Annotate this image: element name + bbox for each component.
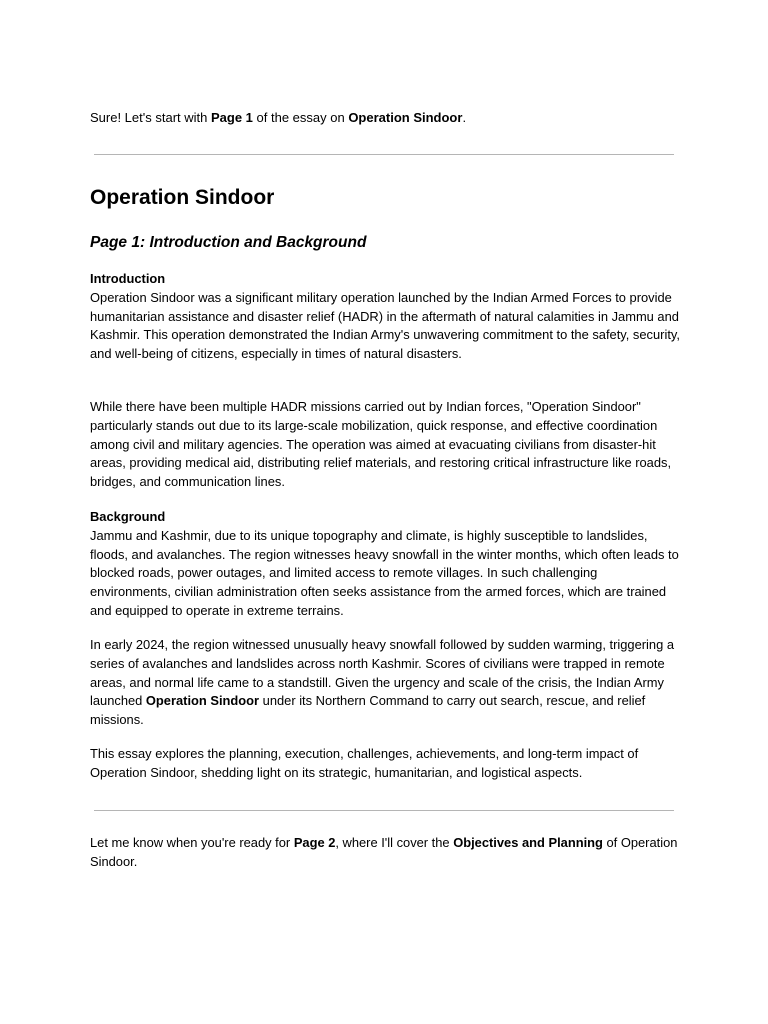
background-section — [90, 508, 680, 621]
closing-page-ref: Page 2 — [293, 835, 336, 850]
bottom-divider — [94, 810, 674, 811]
closing-prefix: Let me know when you're ready for — [90, 835, 294, 850]
early-2024-operation-name: Operation Sindoor — [145, 693, 260, 709]
early-2024-text-after: under its Northern Command to carry out search, rescue, and relief missions. — [90, 693, 646, 728]
top-divider — [94, 154, 674, 155]
closing-paragraph — [90, 834, 680, 872]
early-2024-section — [90, 636, 680, 730]
hadr-paragraph: While there have been multiple HADR missions carried out by Indian forces, "Operation Sindoor" particularly stands out due to its large-scale mobilization, quick response, and effective coordination among civil and military agencies. The operation was aimed at evacuating civilians from disaster-hit areas, providing medical aid, distributing relief materials, and restoring critical infrastructure like roads, bridges, and communication lines. — [90, 399, 672, 490]
intro-line — [90, 110, 466, 126]
intro-suffix: . — [462, 110, 467, 125]
intro-topic: Operation Sindoor — [348, 110, 463, 125]
essay-scope-paragraph: This essay explores the planning, execution, challenges, achievements, and long-term impact of Operation Sindoor, shedding light on its strategic, humanitarian, and logistical aspects. — [90, 746, 639, 780]
closing-suffix: of Operation Sindoor. — [90, 835, 678, 869]
intro-page-ref: Page 1 — [210, 110, 253, 125]
hadr-paragraph-section — [90, 398, 680, 492]
essay-scope-section — [90, 745, 680, 783]
intro-prefix: Sure! Let's start with — [90, 110, 211, 125]
background-label: Background — [90, 509, 166, 524]
closing-section — [90, 834, 680, 872]
closing-topic: Objectives and Planning — [453, 835, 603, 850]
closing-middle: , where I'll cover the — [335, 835, 454, 850]
document-title: Operation Sindoor — [90, 186, 275, 209]
early-2024-paragraph — [90, 636, 680, 730]
introduction-section — [90, 270, 680, 364]
background-text: Jammu and Kashmir, due to its unique topography and climate, is highly susceptible to landslides, floods, and avalanches. The region witnesses heavy snowfall in the winter months, which often leads to blocked roads, power outages, and limited access to remote villages. In such challenging environments, civilian administration often seeks assistance from the armed forces, which are trained and equipped to operate in extreme terrains. — [90, 527, 679, 618]
intro-middle: of the essay on — [252, 110, 349, 125]
introduction-text: Operation Sindoor was a significant military operation launched by the Indian Armed Forces to provide humanitarian assistance and disaster relief (HADR) in the aftermath of natural calamities in Jammu and Kashmir. This operation demonstrated the Indian Army's unwavering commitment to the safety, security, and well-being of citizens, especially in times of natural disasters. — [90, 289, 680, 362]
page-heading: Page 1: Introduction and Background — [90, 234, 367, 251]
early-2024-text-before: In early 2024, the region witnessed unusually heavy snowfall followed by sudden warming, triggering a series of avalanches and landslides across north Kashmir. Scores of civilians were trapped in remote areas, and normal life came to a standstill. Given the urgency and scale of the crisis, the Indian Army launched — [90, 637, 675, 709]
introduction-label: Introduction — [90, 271, 166, 286]
